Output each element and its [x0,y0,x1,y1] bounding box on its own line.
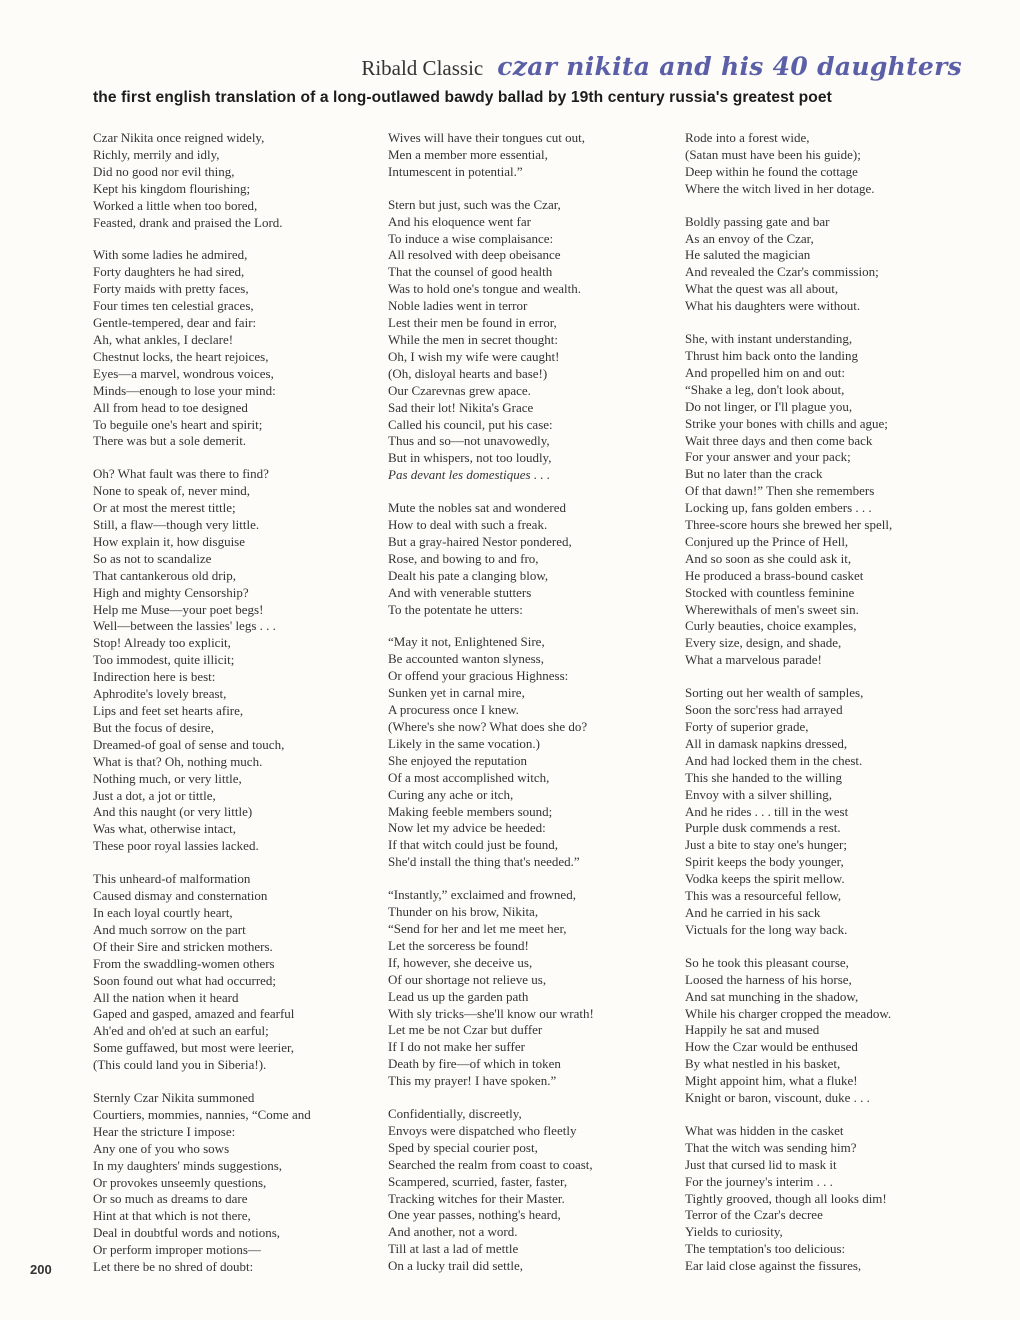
poem-line: Stocked with countless feminine [685,584,855,600]
poem-line: Conjured up the Prince of Hell, [685,533,849,549]
poem-line: Wives will have their tongues cut out, [388,130,585,145]
poem-line: All resolved with deep obeisance [388,247,561,263]
poem-line: How explain it, how disguise [93,533,246,549]
stanza [388,130,678,181]
poem-line: Spirit keeps the body younger, [685,854,844,870]
stanza [685,1123,975,1275]
article-subtitle: the first english translation of a long-outlawed bawdy ballad by 19th century russia's greatest poet [93,89,832,106]
poem-line: What was hidden in the casket [685,1122,844,1138]
poem-line: Forty of superior grade, [685,719,809,734]
poem-line: To beguile one's heart and spirit; [93,416,263,432]
poem-line: Mute the nobles sat and wondered [388,500,566,516]
poem-line: Nothing much, or very little, [93,770,242,786]
poem-line: All the nation when it heard [93,989,239,1005]
poem-line: Rode into a forest wide, [685,130,810,145]
poem-line: If, however, she deceive us, [388,954,533,970]
stanza [388,500,678,618]
poem-line: While his charger cropped the meadow. [685,1005,892,1021]
page-number: 200 [30,1262,52,1277]
stanza [685,130,975,198]
poem-line: Rose, and bowing to and fro, [388,550,539,566]
poem-line: Forty daughters he had sired, [93,264,245,280]
stanza [388,1106,678,1275]
poem-line: None to speak of, never mind, [93,483,251,499]
poem-line: As an envoy of the Czar, [685,230,814,246]
poem-line: Of a most accomplished witch, [388,769,550,785]
poem-line: Intumescent in potential.” [388,163,523,179]
poem-line: One year passes, nothing's heard, [388,1207,561,1223]
poem-line: What the quest was all about, [685,281,839,297]
poem-line: Locking up, fans golden embers . . . [685,500,872,516]
poem-line: Noble ladies went in terror [388,298,528,314]
poem-line: Did no good nor evil thing, [93,163,235,179]
poem-line: Well—between the lassies' legs . . . [93,618,276,634]
poem-line: This she handed to the willing [685,769,843,785]
poem-line: Scampered, scurried, faster, faster, [388,1173,568,1189]
poem-line: He saluted the magician [685,247,811,263]
poem-line: But in whispers, not too loudly, [388,450,552,466]
poem-line: To induce a wise complaisance: [388,230,554,246]
poem-line: Three-score hours she brewed her spell, [685,517,893,533]
poem-line: Sped by special courier post, [388,1139,538,1155]
stanza [93,247,383,450]
poem-line: But the focus of desire, [93,719,214,735]
poem-line: “Shake a leg, don't look about, [685,381,845,397]
poem-line: In my daughters' minds suggestions, [93,1157,283,1173]
poem-line: Yields to curiosity, [685,1224,783,1240]
poem-line: Courtiers, mommies, nannies, “Come and [93,1106,311,1122]
poem-line: Gaped and gasped, amazed and fearful [93,1006,295,1022]
stanza [685,214,975,315]
poem-line: All from head to toe designed [93,399,248,415]
poem-line: Oh, I wish my wife were caught! [388,348,560,364]
poem-line: (Satan must have been his guide); [685,146,861,162]
poem-line: Dealt his pate a clanging blow, [388,567,549,583]
poem-line: “May it not, Enlightened Sire, [388,634,545,650]
poem-line: Still, a flaw—though very little. [93,517,260,533]
poem-line: Loosed the harness of his horse, [685,971,852,987]
poem-line: Soon found out what had occurred; [93,972,277,988]
poem-line: Wait three days and then come back [685,432,873,448]
poem-line: Or at most the merest tittle; [93,500,236,516]
stanza [93,466,383,855]
poem-line: So he took this pleasant course, [685,954,849,970]
poem-line: Was what, otherwise intact, [93,821,236,837]
poem-line: Just that cursed lid to mask it [685,1156,837,1172]
series-kicker: Ribald Classic [361,56,484,80]
poem-line: Pas devant les domestiques . . . [388,467,551,483]
poem-line: She'd install the thing that's needed.” [388,854,580,870]
poem-line: (This could land you in Siberia!). [93,1057,267,1073]
poem-line: A procuress once I knew. [388,702,519,718]
poem-line: Indirection here is best: [93,669,216,685]
poem-line: Thus and so—not unavowedly, [388,433,550,449]
poem-line: This unheard-of malformation [93,871,251,887]
poem-line: Soon the sorc'ress had arrayed [685,702,843,718]
poem-line: And another, not a word. [388,1224,518,1240]
stanza [93,130,383,231]
poem-line: Chestnut locks, the heart rejoices, [93,348,269,364]
poem-line: Ear laid close against the fissures, [685,1258,862,1274]
poem-line: And his eloquence went far [388,213,531,229]
poem-line: Strike your bones with chills and ague; [685,415,888,431]
poem-line: Or so much as dreams to dare [93,1191,248,1207]
poem-line: Curing any ache or itch, [388,786,514,802]
poem-line: Wherewithals of men's sweet sin. [685,601,859,617]
poem-line: To the potentate he utters: [388,601,523,617]
poem-line: Help me Muse—your poet begs! [93,601,264,617]
poem-line: Ah, what ankles, I declare! [93,331,234,347]
poem-line: Lead us up the garden path [388,988,529,1004]
poem-line: Gentle-tempered, dear and fair: [93,315,257,331]
poem-line: What his daughters were without. [685,298,861,314]
poem-line: By what nestled in his basket, [685,1056,841,1072]
poem-line: With sly tricks—she'll know our wrath! [388,1005,594,1021]
poem-line: Dreamed-of goal of sense and touch, [93,736,285,752]
poem-line: And this naught (or very little) [93,804,253,820]
poem-line: For the journey's interim . . . [685,1173,833,1189]
stanza [388,887,678,1090]
poem-line: Where the witch lived in her dotage. [685,180,875,196]
poem-line: Boldly passing gate and bar [685,213,830,229]
poem-line: Sternly Czar Nikita summoned [93,1090,255,1106]
poem-line: Stern but just, such was the Czar, [388,196,561,212]
poem-line: In each loyal courtly heart, [93,904,233,920]
poem-line: Lips and feet set hearts afire, [93,703,244,718]
poem-line: Czar Nikita once reigned widely, [93,130,265,145]
poem-column-2 [388,130,678,1291]
poem-line: Confidentially, discreetly, [388,1106,522,1122]
poem-line: Of our shortage not relieve us, [388,971,547,987]
poem-line: Sunken yet in carnal mire, [388,685,525,701]
poem-line: Vodka keeps the spirit mellow. [685,871,845,887]
poem-line: And with venerable stutters [388,584,532,600]
poem-line: Till at last a lad of mettle [388,1241,519,1257]
article-title: czar nikita and his 40 daughters [497,52,962,81]
poem-line: This was a resourceful fellow, [685,888,842,904]
stanza [685,685,975,939]
poem-line: Or provokes unseemly questions, [93,1174,267,1190]
poem-line: And had locked them in the chest. [685,752,863,768]
poem-line: Of their Sire and stricken mothers. [93,938,273,954]
poem-line: Some guffawed, but most were leerier, [93,1040,295,1056]
poem-line: “Send for her and let me meet her, [388,920,567,936]
poem-line: If I do not make her suffer [388,1039,525,1055]
poem-line: From the swaddling-women others [93,955,275,971]
poem-line: Of that dawn!” Then she remembers [685,483,875,499]
stanza [685,955,975,1107]
poem-line: And sat munching in the shadow, [685,988,859,1004]
poem-line: Happily he sat and mused [685,1022,820,1038]
poem-line: If that witch could just be found, [388,837,559,853]
poem-line: With some ladies he admired, [93,247,248,263]
poem-line: Just a bite to stay one's hunger; [685,837,847,853]
poem-line: Do not linger, or I'll plague you, [685,398,853,414]
poem-line: High and mighty Censorship? [93,584,249,600]
poem-column-3 [685,130,975,1291]
poem-line: Just a dot, a jot or tittle, [93,787,216,803]
stanza [685,331,975,669]
poem-line: Likely in the same vocation.) [388,735,540,751]
poem-line: Tightly grooved, though all looks dim! [685,1190,887,1206]
poem-line: Minds—enough to lose your mind: [93,382,276,398]
poem-line: Aphrodite's lovely breast, [93,686,227,702]
poem-line: Terror of the Czar's decree [685,1207,823,1223]
poem-line: And he rides . . . till in the west [685,803,849,819]
poem-line: How the Czar would be enthused [685,1039,858,1055]
poem-line: Let there be no shred of doubt: [93,1259,254,1275]
poem-line: Thunder on his brow, Nikita, [388,904,539,920]
poem-line: Sad their lot! Nikita's Grace [388,399,534,415]
poem-line: Victuals for the long way back. [685,921,848,937]
poem-line: Four times ten celestial graces, [93,298,254,314]
poem-line: Every size, design, and shade, [685,635,842,651]
poem-line: He produced a brass-bound casket [685,567,864,583]
poem-line: Men a member more essential, [388,146,548,162]
poem-line: Sorting out her wealth of samples, [685,685,864,701]
poem-line: Ah'ed and oh'ed at such an earful; [93,1023,269,1039]
poem-line: Tracking witches for their Master. [388,1190,565,1206]
poem-line: Richly, merrily and idly, [93,146,220,162]
poem-line: Purple dusk commends a rest. [685,820,841,836]
poem-line: Our Czarevnas grew apace. [388,382,531,398]
poem-line: Any one of you who sows [93,1140,230,1156]
poem-line: Knight or baron, viscount, duke . . . [685,1090,870,1106]
poem-line: Let the sorceress be found! [388,937,529,953]
poem-line: Was to hold one's tongue and wealth. [388,281,582,297]
poem-line: Caused dismay and consternation [93,888,268,904]
stanza [93,871,383,1074]
poem-line: She enjoyed the reputation [388,752,527,768]
poem-line: (Where's she now? What does she do? [388,719,588,734]
poem-line: Kept his kingdom flourishing; [93,180,251,196]
poem-line: Stop! Already too explicit, [93,635,231,651]
poem-line: Forty maids with pretty faces, [93,281,249,297]
poem-line: Let me be not Czar but duffer [388,1022,543,1038]
poem-line: Hint at that which is not there, [93,1208,251,1224]
poem-line: Worked a little when too bored, [93,197,258,213]
poem-line: And so soon as she could ask it, [685,550,852,566]
stanza [388,197,678,484]
poem-line: While the men in secret thought: [388,331,559,347]
poem-line: But a gray-haired Nestor pondered, [388,533,572,549]
poem-line: Curly beauties, choice examples, [685,618,857,634]
stanza [388,634,678,871]
poem-column-1 [93,130,383,1292]
poem-line: Death by fire—of which in token [388,1056,561,1072]
poem-line: All in damask napkins dressed, [685,735,848,751]
poem-line: What a marvelous parade! [685,652,822,668]
poem-line: Feasted, drank and praised the Lord. [93,214,283,230]
poem-line: Hear the stricture I impose: [93,1123,236,1139]
poem-line: Too immodest, quite illicit; [93,652,235,668]
poem-line: That the counsel of good health [388,264,553,280]
poem-line: How to deal with such a freak. [388,517,548,533]
poem-line: And propelled him on and out: [685,364,845,380]
poem-line: But no later than the crack [685,466,823,482]
poem-line: For your answer and your pack; [685,449,851,465]
poem-line: Or perform improper motions— [93,1242,261,1258]
poem-line: What is that? Oh, nothing much. [93,753,263,769]
poem-line: Deep within he found the cottage [685,163,858,179]
poem-line: This my prayer! I have spoken.” [388,1073,557,1089]
poem-line: Searched the realm from coast to coast, [388,1156,593,1172]
poem-line: These poor royal lassies lacked. [93,838,259,854]
poem-line: And revealed the Czar's commission; [685,264,879,280]
poem-line: There was but a sole demerit. [93,433,247,449]
poem-line: Might appoint him, what a fluke! [685,1073,858,1089]
poem-line: That the witch was sending him? [685,1139,857,1155]
poem-line: On a lucky trail did settle, [388,1258,524,1274]
poem-line: Or offend your gracious Highness: [388,668,569,684]
poem-line: Eyes—a marvel, wondrous voices, [93,365,274,381]
stanza [93,1090,383,1276]
poem-line: Envoys were dispatched who fleetly [388,1122,577,1138]
poem-line: Making feeble members sound; [388,803,553,819]
poem-line: Oh? What fault was there to find? [93,466,269,482]
poem-line: Now let my advice be heeded: [388,820,546,836]
poem-line: Envoy with a silver shilling, [685,786,832,802]
poem-line: And he carried in his sack [685,904,821,920]
poem-line: Lest their men be found in error, [388,315,557,331]
poem-line: That cantankerous old drip, [93,567,236,583]
page-header [0,52,962,81]
poem-line: Called his council, put his case: [388,416,553,432]
poem-line: (Oh, disloyal hearts and base!) [388,365,548,381]
poem-line: And much sorrow on the part [93,921,246,937]
poem-line: So as not to scandalize [93,550,212,566]
poem-line: Be accounted wanton slyness, [388,651,544,667]
poem-line: She, with instant understanding, [685,331,853,347]
poem-line: The temptation's too delicious: [685,1241,846,1257]
poem-line: “Instantly,” exclaimed and frowned, [388,887,576,903]
poem-line: Thrust him back onto the landing [685,347,858,363]
poem-line: Deal in doubtful words and notions, [93,1225,281,1241]
